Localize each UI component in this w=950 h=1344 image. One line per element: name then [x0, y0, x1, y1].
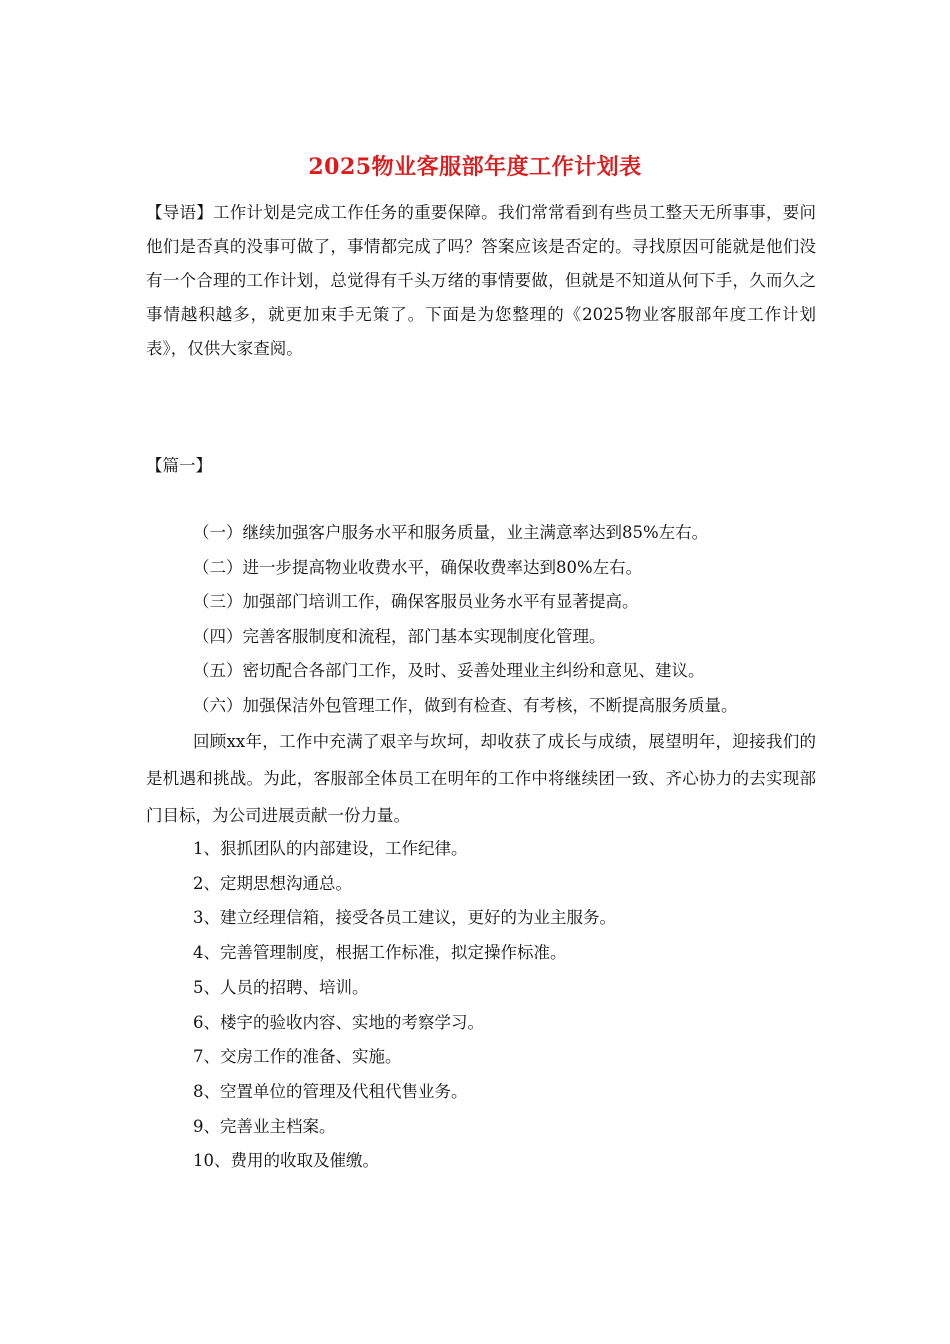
- task-item: 3、建立经理信箱，接受各员工建议，更好的为业主服务。: [193, 908, 616, 928]
- task-item: 7、交房工作的准备、实施。: [193, 1047, 402, 1067]
- goal-item: （二）进一步提高物业收费水平，确保收费率达到80%左右。: [193, 557, 643, 577]
- goal-item: （三）加强部门培训工作，确保客服员业务水平有显著提高。: [193, 592, 639, 612]
- task-item: 5、人员的招聘、培训。: [193, 977, 369, 997]
- goal-item: （五）密切配合各部门工作，及时、妥善处理业主纠纷和意见、建议。: [193, 661, 705, 681]
- tasks-list: [193, 832, 813, 1179]
- task-item: 2、定期思想沟通总。: [193, 873, 352, 893]
- goals-list: [193, 516, 833, 724]
- task-item: 8、空置单位的管理及代租代售业务。: [193, 1081, 468, 1101]
- task-item: 9、完善业主档案。: [193, 1116, 336, 1136]
- task-item: 10、费用的收取及催缴。: [193, 1151, 379, 1171]
- task-item: 1、狠抓团队的内部建设，工作纪律。: [193, 839, 468, 858]
- task-item: 4、完善管理制度，根据工作标准，拟定操作标准。: [193, 943, 567, 963]
- goal-item: （四）完善客服制度和流程，部门基本实现制度化管理。: [193, 626, 606, 646]
- review-paragraph: 回顾xx年，工作中充满了艰辛与坎坷，却收获了成长与成绩，展望明年，迎接我们的是机遇和挑战。为此，客服部全体员工在明年的工作中将继续团一致、齐心协力的去实现部门目标，为公司进展贡献一份力量。: [146, 732, 816, 825]
- task-item: 6、楼宇的验收内容、实地的考察学习。: [193, 1012, 484, 1032]
- document-title: 2025物业客服部年度工作计划表: [308, 154, 642, 180]
- section-heading: 【篇一】: [146, 456, 212, 475]
- goal-item: （一）继续加强客户服务水平和服务质量，业主满意率达到85%左右。: [193, 523, 709, 542]
- intro-paragraph: 【导语】工作计划是完成工作任务的重要保障。我们常常看到有些员工整天无所事事，要问他们是否真的没事可做了，事情都完成了吗？答案应该是否定的。寻找原因可能就是他们没有一个合理的工作计划，总觉得有千头万绪的事情要做，但就是不知道从何下手，久而久之事情越积越多，就更加束手无策了。下面是为您整理的《2025物业客服部年度工作计划表》，仅供大家查阅。: [146, 203, 816, 358]
- goal-item: （六）加强保洁外包管理工作，做到有检查、有考核，不断提高服务质量。: [193, 695, 738, 715]
